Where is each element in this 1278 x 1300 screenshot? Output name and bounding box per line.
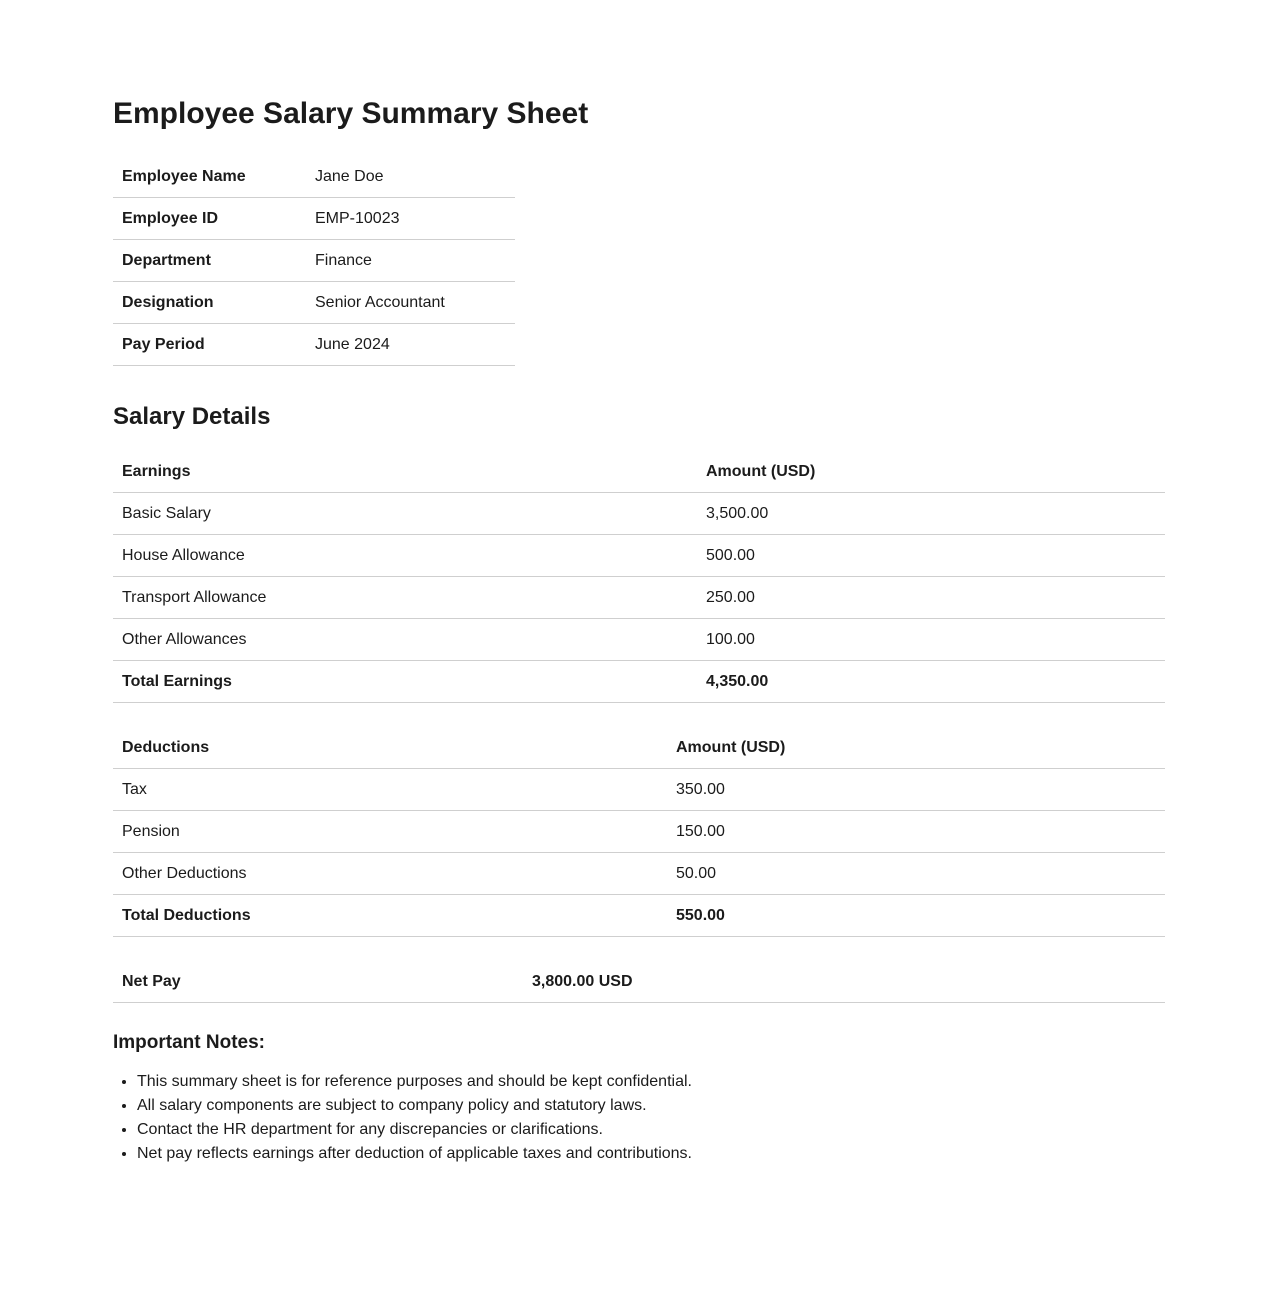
employee-info-table xyxy=(113,156,515,366)
table-header-row xyxy=(113,451,1165,493)
total-earnings-label: Total Earnings xyxy=(113,661,697,703)
info-label: Designation xyxy=(113,282,306,324)
notes-heading: Important Notes: xyxy=(113,1032,265,1053)
table-row xyxy=(113,282,515,324)
deductions-header: Deductions xyxy=(113,727,667,769)
earnings-header: Earnings xyxy=(113,451,697,493)
earnings-amount-header: Amount (USD) xyxy=(697,451,1165,493)
table-row xyxy=(113,493,1165,535)
earning-amount: 100.00 xyxy=(697,619,1165,661)
earning-label: Other Allowances xyxy=(113,619,697,661)
info-label: Department xyxy=(113,240,306,282)
earning-label: Basic Salary xyxy=(113,493,697,535)
info-label: Pay Period xyxy=(113,324,306,366)
info-value: EMP-10023 xyxy=(306,198,515,240)
table-row xyxy=(113,619,1165,661)
net-pay-table xyxy=(113,961,1165,1003)
table-row xyxy=(113,577,1165,619)
info-value: Senior Accountant xyxy=(306,282,515,324)
deduction-label: Tax xyxy=(113,769,667,811)
notes-list xyxy=(113,1070,1165,1166)
deduction-label: Pension xyxy=(113,811,667,853)
note-item: • All salary components are subject to company policy and statutory laws. xyxy=(137,1094,1165,1118)
table-row xyxy=(113,198,515,240)
net-pay-amount: 3,800.00 USD xyxy=(523,961,1165,1003)
earning-label: Transport Allowance xyxy=(113,577,697,619)
total-deductions-amount: 550.00 xyxy=(667,895,1165,937)
salary-summary-page xyxy=(113,0,1165,1286)
info-value: Jane Doe xyxy=(306,156,515,198)
note-item: • This summary sheet is for reference purposes and should be kept confidential. xyxy=(137,1070,1165,1094)
info-value: June 2024 xyxy=(306,324,515,366)
earning-amount: 250.00 xyxy=(697,577,1165,619)
earning-label: House Allowance xyxy=(113,535,697,577)
total-earnings-row xyxy=(113,661,1165,703)
info-label: Employee ID xyxy=(113,198,306,240)
deduction-amount: 350.00 xyxy=(667,769,1165,811)
deduction-label: Other Deductions xyxy=(113,853,667,895)
page-title: Employee Salary Summary Sheet xyxy=(113,97,589,130)
earning-amount: 500.00 xyxy=(697,535,1165,577)
table-row xyxy=(113,324,515,366)
earnings-table xyxy=(113,451,1165,703)
table-row xyxy=(113,535,1165,577)
info-value: Finance xyxy=(306,240,515,282)
total-earnings-amount: 4,350.00 xyxy=(697,661,1165,703)
salary-details-heading: Salary Details xyxy=(113,403,271,430)
total-deductions-label: Total Deductions xyxy=(113,895,667,937)
table-row xyxy=(113,156,515,198)
total-deductions-row xyxy=(113,895,1165,937)
earning-amount: 3,500.00 xyxy=(697,493,1165,535)
deductions-table xyxy=(113,727,1165,937)
deduction-amount: 50.00 xyxy=(667,853,1165,895)
note-item: • Net pay reflects earnings after deduction of applicable taxes and contributions. xyxy=(137,1142,1165,1166)
net-pay-row xyxy=(113,961,1165,1003)
note-item: • Contact the HR department for any discrepancies or clarifications. xyxy=(137,1118,1165,1142)
deductions-amount-header: Amount (USD) xyxy=(667,727,1165,769)
table-row xyxy=(113,240,515,282)
table-row xyxy=(113,769,1165,811)
table-row xyxy=(113,811,1165,853)
net-pay-label: Net Pay xyxy=(113,961,523,1003)
info-label: Employee Name xyxy=(113,156,306,198)
table-header-row xyxy=(113,727,1165,769)
table-row xyxy=(113,853,1165,895)
deduction-amount: 150.00 xyxy=(667,811,1165,853)
